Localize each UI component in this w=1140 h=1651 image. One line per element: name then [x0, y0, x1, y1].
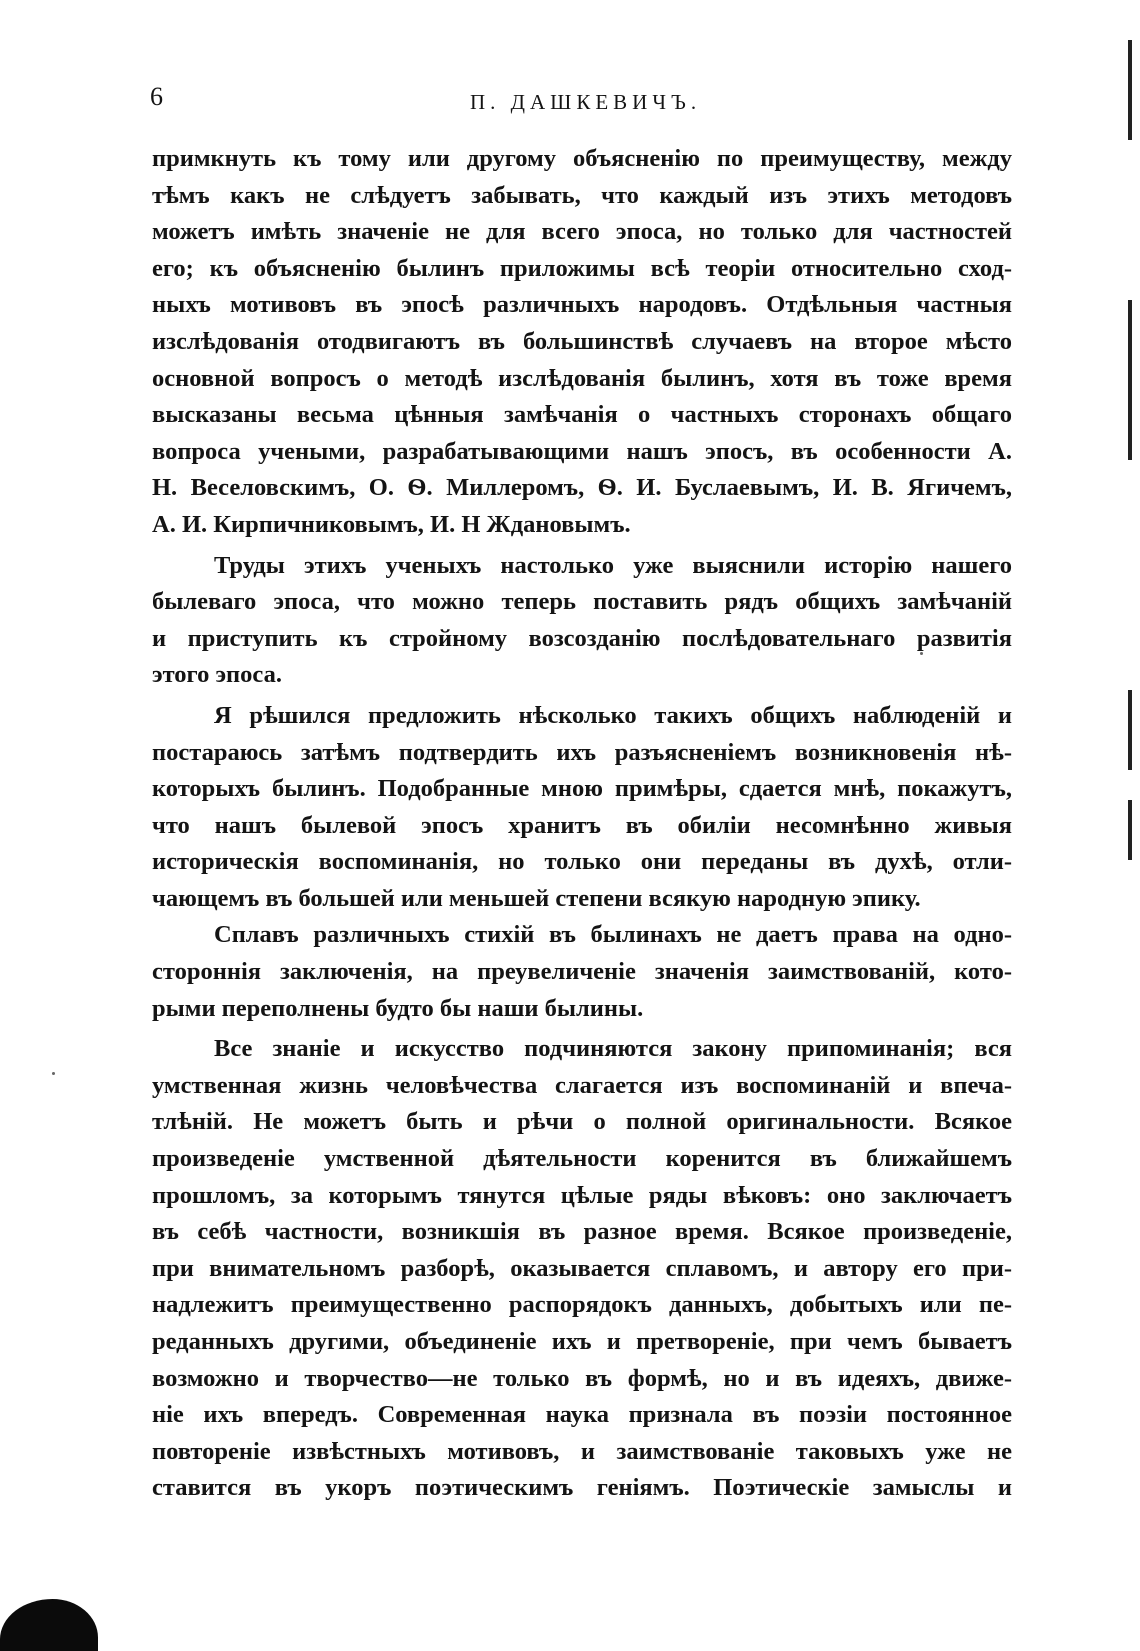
text-line: вопроса учеными, разрабатывающими нашъ эпосъ, въ особенности А.	[152, 437, 1012, 465]
scan-edge-mark	[1128, 800, 1132, 860]
text-line: Сплавъ различныхъ стихій въ былинахъ не даетъ права на одно-	[214, 921, 1012, 949]
text-line: произведеніе умственной дѣятельности коренится въ ближайшемъ	[152, 1145, 1012, 1173]
text-line: въ себѣ частности, возникшія въ разное время. Всякое произведеніе,	[152, 1218, 1012, 1246]
scan-speck	[920, 652, 923, 655]
text-line: можетъ имѣть значеніе не для всего эпоса, но только для частностей	[152, 218, 1012, 246]
text-line: изслѣдованія отодвигаютъ въ большинствѣ случаевъ на второе мѣсто	[152, 327, 1012, 355]
text-line: рыми переполнены будто бы наши былины.	[152, 994, 644, 1022]
text-line: надлежитъ преимущественно распорядокъ данныхъ, добытыхъ или пе-	[152, 1291, 1012, 1319]
text-line: постараюсь затѣмъ подтвердить ихъ разъясненіемъ возникновенія нѣ-	[152, 738, 1012, 766]
text-line: ныхъ мотивовъ въ эпосѣ различныхъ народовъ. Отдѣльныя частныя	[152, 291, 1012, 319]
body-text	[152, 141, 1012, 1507]
text-line: прошломъ, за которымъ тянутся цѣлые ряды вѣковъ: оно заключаетъ	[152, 1181, 1012, 1209]
text-line: высказаны весьма цѣнныя замѣчанія о частныхъ сторонахъ общаго	[152, 401, 1012, 429]
text-line: Н. Веселовскимъ, О. Ѳ. Миллеромъ, Ѳ. И. Буслаевымъ, И. В. Ягичемъ,	[152, 474, 1012, 502]
text-line: чающемъ въ большей или меньшей степени всякую народную эпику.	[152, 884, 921, 912]
text-line: и приступить къ стройному возсозданію послѣдовательнаго развитія	[152, 624, 1012, 652]
scan-edge-mark	[1128, 40, 1132, 140]
text-line: при внимательномъ разборѣ, оказывается сплавомъ, и автору его при-	[152, 1254, 1012, 1282]
text-line: ставится въ укоръ поэтическимъ геніямъ. Поэтическіе замыслы и	[152, 1474, 1012, 1502]
text-line: основной вопросъ о методѣ изслѣдованія былинъ, хотя въ тоже время	[152, 364, 1012, 392]
text-line: А. И. Кирпичниковымъ, И. Н Ждановымъ.	[152, 510, 631, 538]
scan-edge-mark	[1128, 300, 1132, 460]
text-line: стороннія заключенія, на преувеличеніе значенія заимствованій, кото-	[152, 958, 1012, 986]
text-line: повтореніе извѣстныхъ мотивовъ, и заимствованіе таковыхъ уже не	[152, 1437, 1012, 1465]
text-line: Все знаніе и искусство подчиняются закону припоминанія; вся	[214, 1035, 1012, 1063]
text-line: былеваго эпоса, что можно теперь поставить рядъ общихъ замѣчаній	[152, 588, 1012, 616]
text-line: которыхъ былинъ. Подобранные мною примѣры, сдается мнѣ, покажутъ,	[152, 775, 1012, 803]
text-line: тлѣній. Не можетъ быть и рѣчи о полной оригинальности. Всякое	[152, 1108, 1012, 1136]
text-line: умственная жизнь человѣчества слагается изъ воспоминаній и впеча-	[152, 1071, 1012, 1099]
running-head: П. ДАШКЕВИЧЪ.	[470, 90, 702, 114]
text-line: что нашъ былевой эпосъ хранитъ въ обиліи несомнѣнно живыя	[152, 811, 1012, 839]
text-line: Труды этихъ ученыхъ настолько уже выяснили исторію нашего	[214, 551, 1012, 579]
text-line: возможно и творчество—не только въ формѣ, но и въ идеяхъ, движе-	[152, 1364, 1012, 1392]
text-line: этого эпоса.	[152, 661, 282, 689]
scan-edge-mark	[1128, 690, 1132, 770]
text-line: Я рѣшился предложить нѣсколько такихъ общихъ наблюденій и	[214, 701, 1012, 729]
text-line: примкнуть къ тому или другому объясненію по преимуществу, между	[152, 145, 1012, 172]
text-line: тѣмъ какъ не слѣдуетъ забывать, что каждый изъ этихъ методовъ	[152, 181, 1012, 209]
text-line: его; къ объясненію былинъ приложимы всѣ теоріи относительно сход-	[152, 254, 1012, 282]
scan-speck	[52, 1072, 55, 1075]
scan-thumb-blot	[0, 1599, 98, 1651]
page-number: 6	[150, 82, 163, 111]
text-line: реданныхъ другими, объединеніе ихъ и претвореніе, при чемъ бываетъ	[152, 1328, 1012, 1355]
text-line: ніе ихъ впередъ. Современная наука признала въ поэзіи постоянное	[152, 1401, 1012, 1429]
text-line: историческія воспоминанія, но только они переданы въ духѣ, отли-	[152, 848, 1012, 876]
